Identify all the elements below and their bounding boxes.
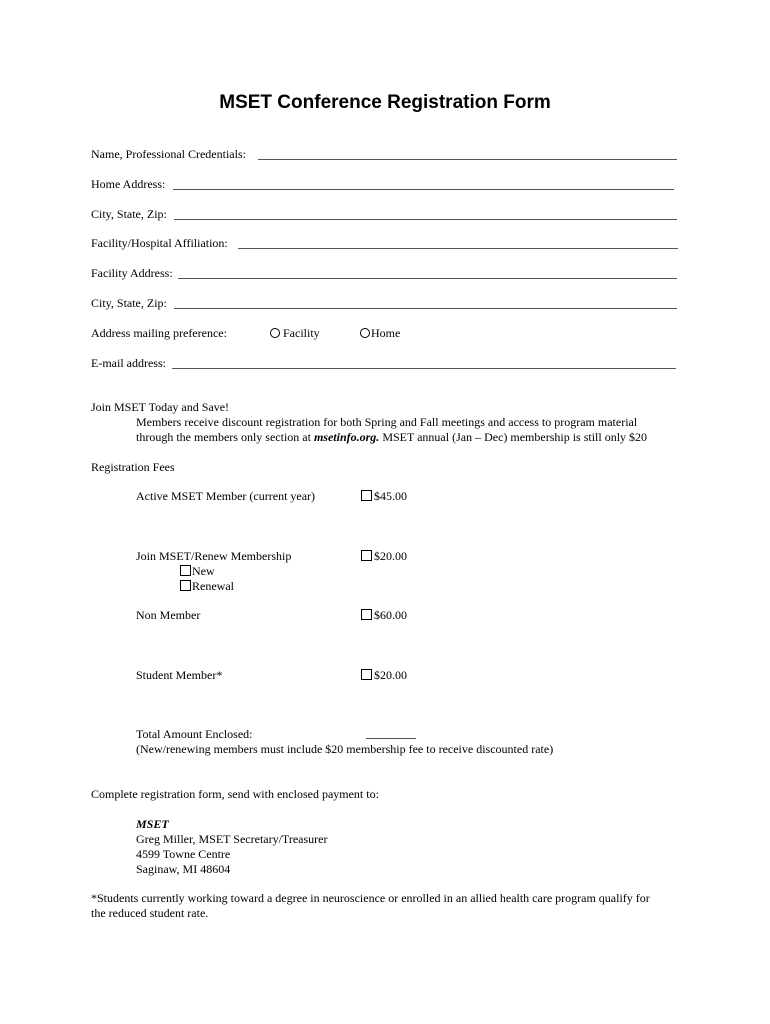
facility-radio-label: Facility [283,326,320,340]
active-member-checkbox[interactable] [361,490,372,501]
new-option[interactable] [180,564,215,579]
non-member-checkbox[interactable] [361,609,372,620]
student-member-checkbox[interactable] [361,669,372,680]
renewal-option[interactable] [180,579,234,594]
mail-name: Greg Miller, MSET Secretary/Treasurer [136,832,328,846]
join-text-prefix: through the members only section at [136,430,314,444]
email-field[interactable] [172,368,676,369]
join-text-line2 [136,430,647,445]
name-field[interactable] [258,159,677,160]
facility-address-field[interactable] [178,278,677,279]
mail-org: MSET [136,817,169,831]
city-state-zip-field[interactable] [174,219,677,220]
join-membership-price: $20.00 [374,549,407,563]
renewal-checkbox[interactable] [180,580,191,591]
non-member-option[interactable] [361,608,407,623]
mail-city: Saginaw, MI 48604 [136,862,231,876]
facility-address-label: Facility Address: [91,266,173,280]
facility-radio[interactable] [270,328,280,338]
registration-fees-heading: Registration Fees [91,460,175,474]
name-label: Name, Professional Credentials: [91,147,246,161]
home-address-field[interactable] [173,189,674,190]
join-heading: Join MSET Today and Save! [91,400,230,414]
non-member-label: Non Member [136,608,201,622]
join-membership-option[interactable] [361,549,407,564]
mail-instruction: Complete registration form, send with enclosed payment to: [91,787,379,801]
total-amount-label: Total Amount Enclosed: [136,727,253,741]
mailing-facility-option[interactable] [270,326,320,341]
footnote-line2: the reduced student rate. [91,906,209,920]
join-membership-label: Join MSET/Renew Membership [136,549,292,563]
active-member-price: $45.00 [374,489,407,503]
mailing-preference-label: Address mailing preference: [91,326,227,340]
join-text-suffix: MSET annual (Jan – Dec) membership is still only $20 [379,430,648,444]
student-member-option[interactable] [361,668,407,683]
mailing-home-option[interactable] [360,326,400,341]
join-membership-checkbox[interactable] [361,550,372,561]
student-member-label: Student Member* [136,668,223,682]
city-state-zip-label: City, State, Zip: [91,207,167,221]
student-member-price: $20.00 [374,668,407,682]
new-label: New [192,564,215,578]
footnote-line1: *Students currently working toward a degree in neuroscience or enrolled in an allied health care program qualify for [91,891,650,905]
total-amount-note: (New/renewing members must include $20 membership fee to receive discounted rate) [136,742,554,756]
facility-city-state-zip-field[interactable] [174,308,677,309]
facility-city-state-zip-label: City, State, Zip: [91,296,167,310]
join-text-line1: Members receive discount registration for both Spring and Fall meetings and access to program material [136,415,638,429]
facility-affiliation-label: Facility/Hospital Affiliation: [91,236,228,250]
email-label: E-mail address: [91,356,166,370]
facility-affiliation-field[interactable] [238,248,678,249]
website-link: msetinfo.org. [313,430,380,444]
non-member-price: $60.00 [374,608,407,622]
total-amount-field[interactable] [366,738,416,739]
renewal-label: Renewal [192,579,234,593]
home-address-label: Home Address: [91,177,166,191]
active-member-option[interactable] [361,489,407,504]
home-radio-label: Home [371,326,401,340]
home-radio[interactable] [360,328,370,338]
mail-street: 4599 Towne Centre [136,847,231,861]
active-member-label: Active MSET Member (current year) [136,489,316,503]
form-title: MSET Conference Registration Form [219,92,551,113]
new-checkbox[interactable] [180,565,191,576]
